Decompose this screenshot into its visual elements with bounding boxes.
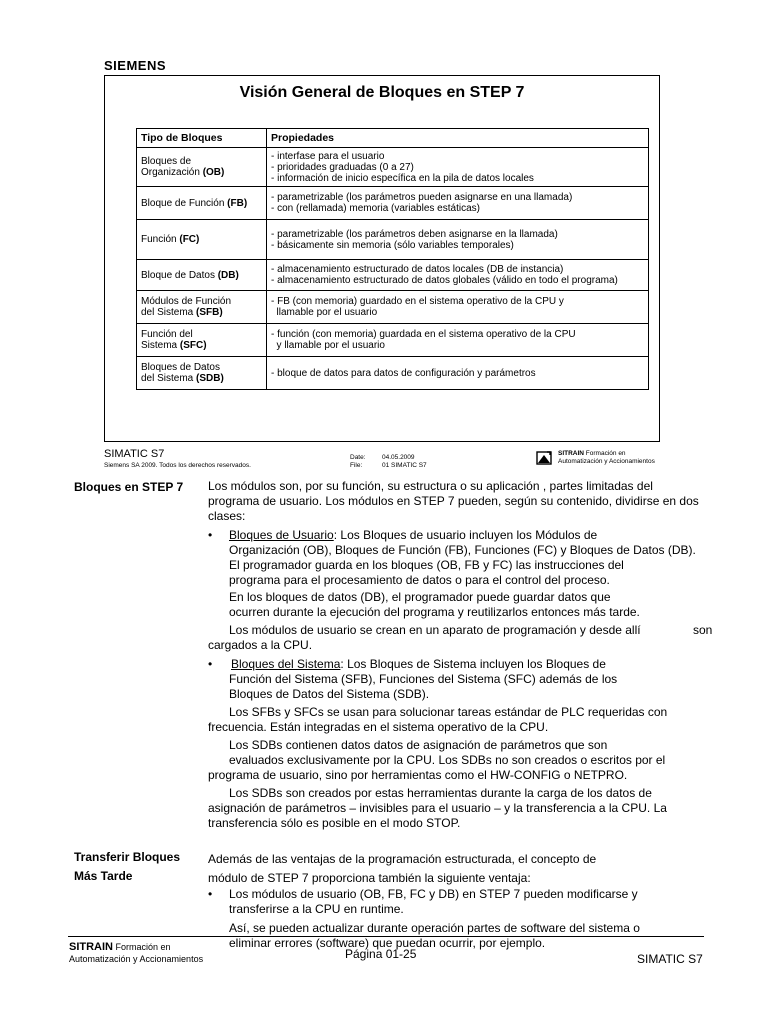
sitrain-logo-small: SITRAIN Formación en Automatización y Accionamientos <box>536 450 676 468</box>
section2-intro: Además de las ventajas de la programación estructurada, el concepto de módulo de STEP 7 proporciona también la siguiente ventaja: <box>208 852 597 885</box>
block-properties-cell: - función (con memoria) guardada en el sistema operativo de la CPU y llamable por el usuario <box>267 324 649 357</box>
block-type-cell: Bloque de Datos (DB) <box>137 260 267 291</box>
sdb2-line2: asignación de parámetros – invisibles para el usuario – y la transferencia a la CPU. La <box>208 801 667 815</box>
bullet-user-blocks: • <box>208 528 213 542</box>
sdb-line2: evaluados exclusivamente por la CPU. Los SDBs no son creados o escritos por el <box>229 753 666 767</box>
bullet-transfer: • <box>208 887 213 901</box>
bullet-system-blocks: • <box>208 657 213 671</box>
block-type-cell: Bloque de Función (FB) <box>137 187 267 220</box>
block-type-cell: Función (FC) <box>137 220 267 260</box>
slide-product-name: SIMATIC S7 <box>104 448 165 460</box>
system-blocks-paragraph: Bloques del Sistema: Los Bloques de Sistema incluyen los Bloques de <box>231 657 606 671</box>
sitrain-icon <box>536 450 552 466</box>
sdb2-line1: Los SDBs son creados por estas herramientas durante la carga de los datos de <box>229 786 652 800</box>
block-properties-cell: - parametrizable (los parámetros pueden asignarse en una llamada) - con (rellamada) memoria (variables estáticas) <box>267 187 649 220</box>
block-properties-cell: - interfase para el usuario - prioridades graduadas (0 a 27) - información de inicio específica en la pila de datos locales <box>267 148 649 187</box>
sdb2-line3: transferencia sólo es posible en el modo STOP. <box>208 816 461 830</box>
column-header-type: Tipo de Bloques <box>137 129 267 148</box>
created-paragraph-line2: cargados a la CPU. <box>208 638 313 652</box>
footer-sitrain: SITRAIN Formación en Automatización y Accionamientos <box>69 941 204 964</box>
slide-frame <box>104 75 660 442</box>
table-row <box>137 187 649 220</box>
user-blocks-paragraph: Bloques de Usuario: Los Bloques de usuario incluyen los Módulos de Organización (OB), Bloques de Función (FB), Funciones (FC) y Bloques de Datos (DB). El programador guarda en los bloques (OB, FB y FC) las instrucciones del programa para el procesamiento de datos o para el control del proceso. <box>229 528 696 587</box>
block-type-cell: Bloques de Organización (OB) <box>137 148 267 187</box>
block-properties-cell: - almacenamiento estructurado de datos locales (DB de instancia) - almacenamiento estructurado de datos globales (válido en todo el programa) <box>267 260 649 291</box>
data-blocks-paragraph: En los bloques de datos (DB), el programador puede guardar datos que ocurren durante la ejecución del programa y reutilizarlos entonces más tarde. <box>229 590 640 619</box>
update-paragraph: Así, se pueden actualizar durante operación partes de software del sistema o eliminar errores (software) que puedan ocurrir, por ejemplo. <box>229 921 640 950</box>
block-type-cell: Bloques de Datos del Sistema (SDB) <box>137 357 267 390</box>
section-title-mas-tarde: Más Tarde <box>74 869 133 883</box>
table-row <box>137 291 649 324</box>
footer-divider <box>68 936 704 937</box>
block-type-cell: Módulos de Función del Sistema (SFB) <box>137 291 267 324</box>
system-blocks-lines: Función del Sistema (SFB), Funciones del Sistema (SFC) además de los Bloques de Datos del Sistema (SDB). <box>229 672 618 701</box>
table-row <box>137 148 649 187</box>
transfer-paragraph: Los módulos de usuario (OB, FB, FC y DB) en STEP 7 pueden modificarse y transferirse a la CPU en runtime. <box>229 887 638 916</box>
slide-footer <box>104 448 251 469</box>
created-paragraph-end: son <box>693 623 713 637</box>
table-row <box>137 357 649 390</box>
sfb-line2: frecuencia. Están integradas en el sistema operativo de la CPU. <box>208 720 549 734</box>
section-title-transferir: Transferir Bloques <box>74 850 181 864</box>
copyright-notice: Siemens SA 2009. Todos los derechos reservados. <box>104 462 251 469</box>
blocks-table <box>136 128 649 390</box>
table-row <box>137 260 649 291</box>
footer-product: SIMATIC S7 <box>637 952 703 966</box>
section-title-bloques: Bloques en STEP 7 <box>74 480 184 494</box>
sdb-line1: Los SDBs contienen datos datos de asignación de parámetros que son <box>229 738 608 752</box>
block-properties-cell: - bloque de datos para datos de configuración y parámetros <box>267 357 649 390</box>
table-row <box>137 324 649 357</box>
block-properties-cell: - parametrizable (los parámetros deben asignarse en la llamada) - básicamente sin memoria (sólo variables temporales) <box>267 220 649 260</box>
slide-meta: Date: 04.05.2009 File: 01 SIMATIC S7 <box>350 454 427 469</box>
block-type-cell: Función del Sistema (SFC) <box>137 324 267 357</box>
sdb-line3: programa de usuario, sino por herramientas como el HW-CONFIG o NETPRO. <box>208 768 628 782</box>
slide-title: Visión General de Bloques en STEP 7 <box>239 84 525 101</box>
siemens-logo: SIEMENS <box>104 58 167 73</box>
table-header-row <box>137 129 649 148</box>
page-number: Página 01-25 <box>345 947 417 961</box>
sfb-line1: Los SFBs y SFCs se usan para solucionar tareas estándar de PLC requeridas con <box>229 705 668 719</box>
section1-intro: Los módulos son, por su función, su estructura o su aplicación , partes limitadas del programa de usuario. Los módulos en STEP 7 pueden, según su contenido, dividirse en dos clases: <box>208 479 699 523</box>
column-header-properties: Propiedades <box>267 129 649 148</box>
block-properties-cell: - FB (con memoria) guardado en el sistema operativo de la CPU y llamable por el usuario <box>267 291 649 324</box>
created-paragraph-line1: Los módulos de usuario se crean en un aparato de programación y desde allí <box>229 623 641 637</box>
table-row <box>137 220 649 260</box>
